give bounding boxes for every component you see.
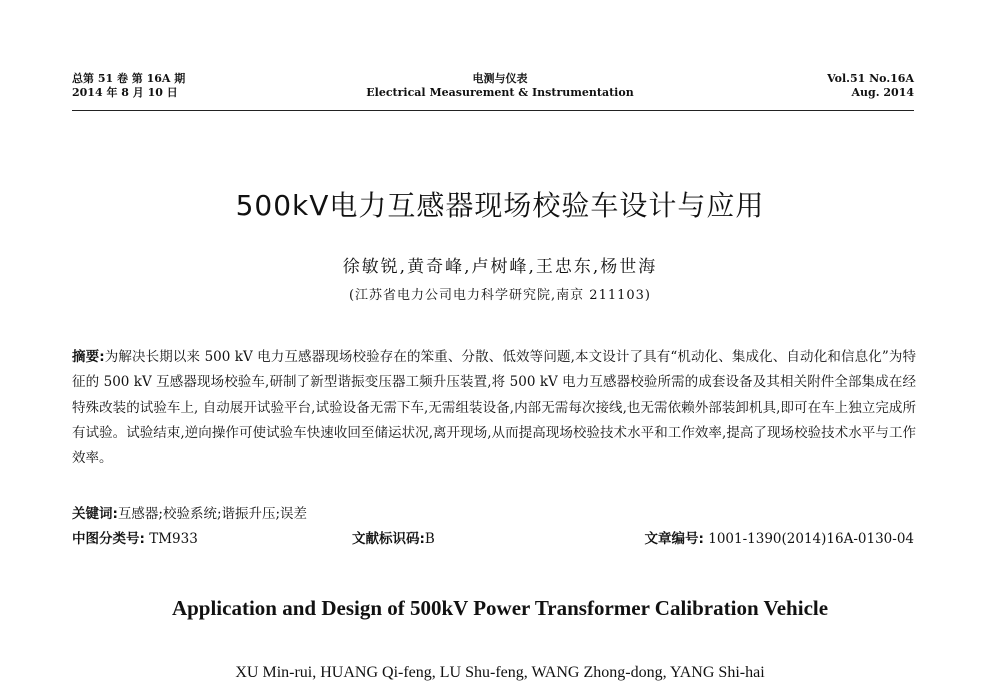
author-list: 徐敏锐,黄奇峰,卢树峰,王忠东,杨世海 [342, 257, 658, 277]
article-number [645, 527, 914, 552]
journal-name-cn: 电测与仪表 [472, 72, 528, 85]
journal-volume-en [827, 72, 914, 100]
affiliation: (江苏省电力公司电力科学研究院,南京 211103) [348, 288, 652, 303]
publication-date: 2014 年 8 月 10 日 [72, 86, 178, 99]
keywords-label: 关键词: [72, 506, 118, 522]
abstract-text: 为解决长期以来 500 kV 电力互感器现场校验存在的笨重、分散、低效等问题,本文设计了具有“机动化、集成化、自动化和信息化”为特征的 500 kV 互感器现场校验车,研制了新型谐振变压器工频升压装置,将 500 kV 电力互感器校验所需的成套设备及其相关附件全部集成在经特殊改装的试验车上, 自动展开试验平台,试验设备无需下车,无需组装设备,内部无需每次接线,也无需依赖外部装卸机具,即可在车上独立完成所有试验。试验结束,逆向操作可使试验车快速收回至储运状况,离开现场,从而提高现场校验技术水平和工作效率,提高了现场校验技术水平与工作效率。 [72, 349, 916, 467]
doc-code-label: 文献标识码: [352, 531, 425, 547]
paper-title: 500kV电力互感器现场校验车设计与应用 [235, 189, 765, 222]
article-number-label: 文章编号: [644, 531, 704, 547]
abstract [72, 345, 916, 471]
clc-value: TM933 [144, 531, 198, 547]
volume-issue-en: Vol.51 No.16A [827, 72, 914, 85]
abstract-label: 摘要: [72, 349, 105, 365]
publication-date-en: Aug. 2014 [851, 86, 914, 99]
header-divider [72, 110, 914, 111]
keywords-text: 互感器;校验系统;谐振升压;误差 [117, 506, 308, 522]
journal-name-en: Electrical Measurement & Instrumentation [366, 86, 634, 99]
clc-label: 中图分类号: [72, 531, 145, 547]
english-title: Application and Design of 500kV Power Transformer Calibration Vehicle [171, 596, 829, 620]
article-number-value: 1001-1390(2014)16A-0130-04 [703, 531, 914, 547]
keywords [72, 502, 307, 527]
document-code [352, 527, 435, 552]
volume-issue: 总第 51 卷 第 16A 期 [72, 72, 186, 85]
doc-code-value: B [424, 531, 435, 547]
english-authors: XU Min-rui, HUANG Qi-feng, LU Shu-feng, WANG Zhong-dong, YANG Shi-hai [235, 664, 765, 681]
clc-number [72, 527, 198, 552]
